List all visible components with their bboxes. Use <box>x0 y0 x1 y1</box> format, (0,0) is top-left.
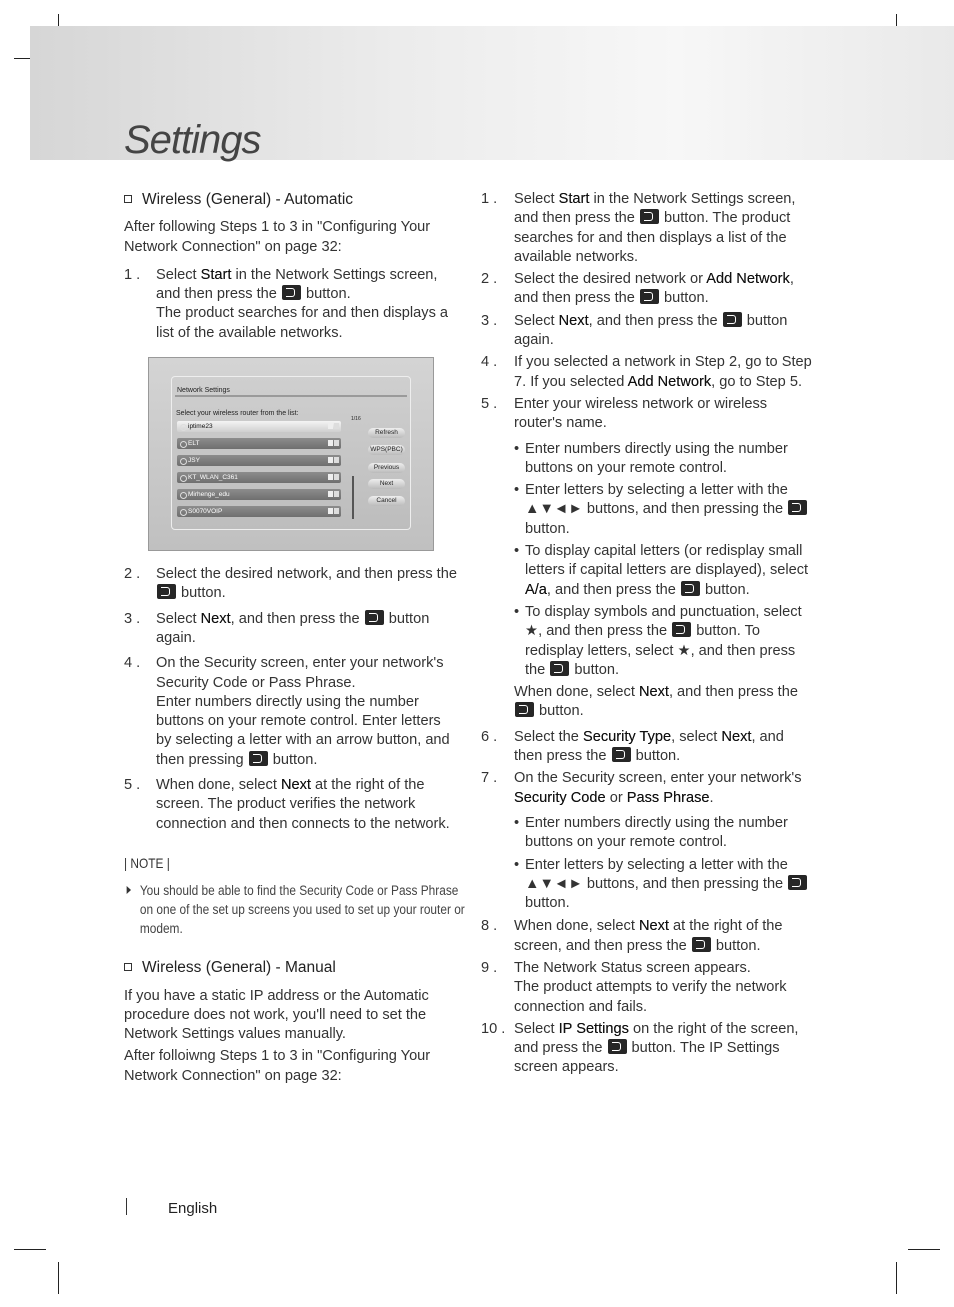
network-settings-screenshot <box>148 357 434 551</box>
network-item[interactable]: iptime23 <box>177 421 341 432</box>
step-item: 4 . If you selected a network in Step 2, go to Step 7. If you selected Add Network, go to Step 5. <box>481 354 812 390</box>
radio-icon <box>180 492 187 499</box>
bullet-list <box>481 440 813 681</box>
crop-mark <box>14 1249 46 1250</box>
network-item[interactable]: ELT <box>177 438 341 449</box>
enter-button-icon <box>723 312 742 327</box>
section-heading: Wireless (General) - Manual <box>124 958 459 977</box>
step-item: 5 . When done, select Next at the right of the screen. The product verifies the network connection and then connects to the network. <box>124 777 450 832</box>
step-item: 5 . Enter your wireless network or wireless router's name. <box>481 395 768 432</box>
radio-icon <box>180 424 187 431</box>
right-column <box>481 190 813 1081</box>
bullet-list <box>481 814 813 913</box>
step-item: 10 . Select IP Settings on the right of the screen, and press the button. The IP Settings screen appears. <box>481 1020 799 1076</box>
step-item: 2 . Select the desired network or Add Network, and then press the button. <box>481 271 794 307</box>
enter-button-icon <box>249 751 268 766</box>
lock-icon <box>328 508 333 514</box>
crop-mark <box>58 1262 59 1294</box>
radio-icon <box>180 458 187 465</box>
note-label: | NOTE | <box>124 854 170 871</box>
signal-icon <box>334 508 339 514</box>
scrollbar[interactable] <box>352 476 354 519</box>
left-column <box>124 190 465 1089</box>
body-text: When done, select Next, and then press the button. <box>514 684 798 720</box>
network-settings-panel <box>171 376 411 530</box>
network-item[interactable]: JSY <box>177 455 341 466</box>
intro-text: After following Steps 1 to 3 in "Configuring Your Network Connection" on page 32: <box>124 219 431 255</box>
panel-subtitle: Select your wireless router from the list: <box>176 410 299 418</box>
lock-icon <box>328 474 333 480</box>
enter-button-icon <box>640 209 659 224</box>
lock-icon <box>328 457 333 463</box>
step-item: 3 . Select Next, and then press the button again. <box>481 312 788 349</box>
enter-button-icon <box>365 610 384 625</box>
enter-button-icon <box>515 702 534 717</box>
network-item[interactable]: Mirhenge_edu <box>177 489 341 500</box>
refresh-button[interactable]: Refresh <box>368 428 405 438</box>
wps-button[interactable]: WPS(PBC) <box>368 445 405 455</box>
footer-language: English <box>168 1200 218 1217</box>
next-button[interactable]: Next <box>368 479 405 489</box>
list-item: • Enter letters by selecting a letter with the ▲▼◄► buttons, and then pressing the button. <box>514 481 813 539</box>
enter-button-icon <box>608 1039 627 1054</box>
section-heading: Wireless (General) - Automatic <box>124 190 459 209</box>
enter-button-icon <box>640 289 659 304</box>
enter-button-icon <box>550 661 569 676</box>
step-item: 8 . When done, select Next at the right of the screen, and then press the button. <box>481 918 783 954</box>
body-text: After folloiwng Steps 1 to 3 in "Configuring Your Network Connection" on page 32: <box>124 1048 431 1084</box>
list-item: • Enter numbers directly using the number buttons on your remote control. <box>514 814 813 853</box>
list-item: • Enter letters by selecting a letter with the ▲▼◄► buttons, and then pressing the button. <box>514 856 813 914</box>
lock-icon <box>328 423 333 429</box>
step-item: 4 . On the Security screen, enter your network's Security Code or Pass Phrase. Enter numbers directly using the number buttons on your remote control. Enter letters by selecting a letter with an arrow button, and then pressing button. <box>124 655 450 768</box>
step-item: 1 . Select Start in the Network Settings screen, and then press the button. The product searches for and then displays a list of the available networks. <box>124 266 449 341</box>
signal-icon <box>334 474 339 480</box>
step-item: 1 . Select Start in the Network Settings screen, and then press the button. The product searches for and then displays a list of the available networks. <box>481 191 796 265</box>
panel-title: Network Settings <box>177 387 230 395</box>
signal-icon <box>334 440 339 446</box>
enter-button-icon <box>612 747 631 762</box>
tab-bar <box>175 395 407 397</box>
enter-button-icon <box>672 622 691 637</box>
enter-button-icon <box>282 285 301 300</box>
footer-divider <box>126 1198 127 1215</box>
radio-icon <box>180 441 187 448</box>
network-item[interactable]: KT_WLAN_C361 <box>177 472 341 483</box>
list-item: • To display symbols and punctuation, select ★, and then press the button. To redisplay letters, select ★, and then press the button. <box>514 603 813 680</box>
step-item: 6 . Select the Security Type, select Next, and then press the button. <box>481 728 784 765</box>
crop-mark <box>896 1262 897 1294</box>
signal-icon <box>334 457 339 463</box>
page-indicator: 1/16 <box>351 416 361 423</box>
enter-button-icon <box>788 875 807 890</box>
checkbox-bullet-icon <box>124 195 132 203</box>
list-item: • Enter numbers directly using the number buttons on your remote control. <box>514 440 813 479</box>
signal-icon <box>334 423 339 429</box>
body-text: If you have a static IP address or the Automatic procedure does not work, you'll need to set the Network Settings values manually. <box>124 987 429 1043</box>
lock-icon <box>328 491 333 497</box>
network-item[interactable]: S0070VOIP <box>177 506 341 517</box>
radio-icon <box>180 475 187 482</box>
signal-icon <box>334 491 339 497</box>
previous-button[interactable]: Previous <box>368 463 405 473</box>
list-item: • To display capital letters (or redisplay small letters if capital letters are displayed), select A/a, and then press the button. <box>514 542 813 600</box>
page-title: Settings <box>124 118 261 162</box>
cancel-button[interactable]: Cancel <box>368 496 405 506</box>
step-item: 7 . On the Security screen, enter your network's Security Code or Pass Phrase. <box>481 770 802 806</box>
crop-mark <box>908 1249 940 1250</box>
enter-button-icon <box>681 581 700 596</box>
enter-button-icon <box>692 937 711 952</box>
radio-icon <box>180 509 187 516</box>
note-text: You should be able to find the Security Code or Pass Phrase on one of the set up screens you used to set up your router or modem. <box>124 881 474 938</box>
step-item: 3 . Select Next, and then press the button again. <box>124 610 430 646</box>
step-item: 9 . The Network Status screen appears. The product attempts to verify the network connection and fails. <box>481 959 787 1015</box>
enter-button-icon <box>157 584 176 599</box>
checkbox-bullet-icon <box>124 963 132 971</box>
lock-icon <box>328 440 333 446</box>
enter-button-icon <box>788 500 807 515</box>
step-item: 2 . Select the desired network, and then press the button. <box>124 566 457 602</box>
